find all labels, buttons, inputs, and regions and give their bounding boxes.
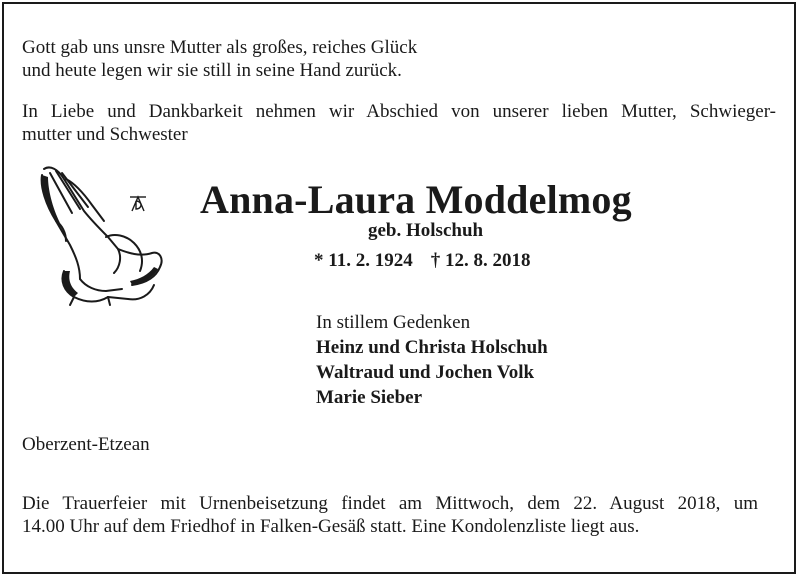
service-line-1: Die Trauerfeier mit Urnenbeisetzung findet am Mittwoch, dem 22. August 2018, um (22, 493, 758, 514)
service-line-2: 14.00 Uhr auf dem Friedhof in Falken-Gesäß statt. Eine Kondolenzliste liegt aus. (22, 516, 640, 537)
durer-monogram-icon (128, 193, 148, 213)
intro-text (22, 100, 776, 146)
motto-line-1: Gott gab uns unsre Mutter als großes, reiches Glück (22, 37, 418, 58)
mourner-name: Waltraud und Jochen Volk (316, 362, 535, 383)
deceased-name: Anna-Laura Moddelmog (200, 177, 632, 222)
birth-date: * 11. 2. 1924 (314, 250, 413, 271)
maiden-name: geb. Holschuh (368, 220, 484, 241)
service-text (22, 492, 758, 538)
motto (22, 36, 417, 82)
mourner-name: Heinz und Christa Holschuh (316, 337, 548, 358)
motto-line-2: und heute legen wir sie still in seine Hand zurück. (22, 60, 402, 81)
mourners-intro: In stillem Gedenken (316, 312, 471, 333)
life-dates (314, 250, 530, 272)
intro-line-2: mutter und Schwester (22, 124, 188, 145)
mourners-block (316, 310, 548, 410)
death-date: † 12. 8. 2018 (430, 250, 531, 271)
praying-hands-icon (36, 163, 168, 309)
mourner-name: Marie Sieber (316, 387, 423, 408)
intro-line-1: In Liebe und Dankbarkeit nehmen wir Abschied von unserer lieben Mutter, Schwieger- (22, 101, 776, 122)
place-name: Oberzent-Etzean (22, 434, 150, 455)
